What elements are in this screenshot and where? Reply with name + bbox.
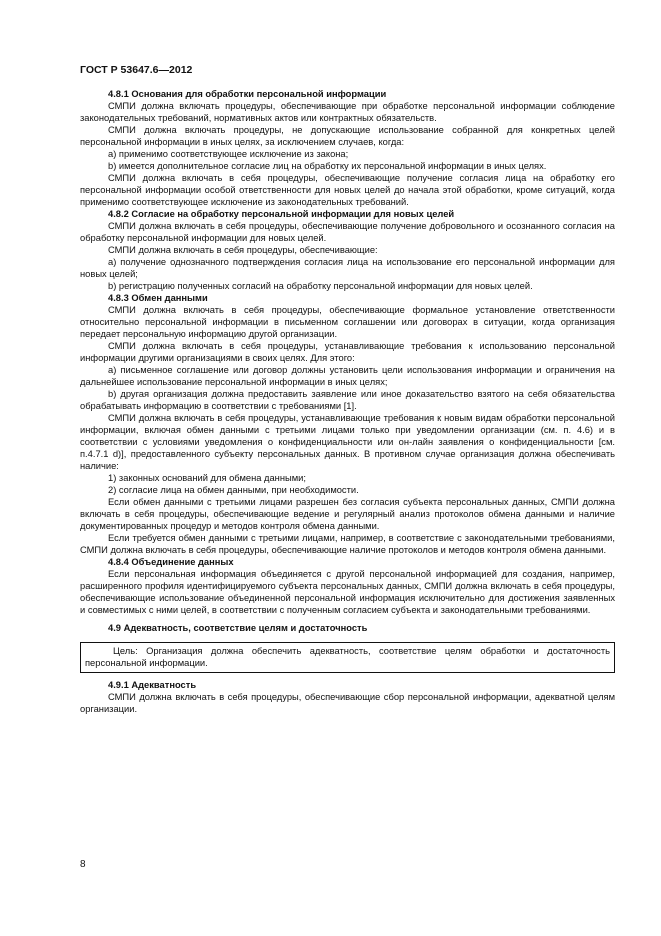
paragraph: СМПИ должна включать в себя процедуры, обеспечивающие получение добровольного и осознанного согласия на обработку персональной информации для новых целей.: [80, 221, 615, 243]
paragraph: СМПИ должна включать в себя процедуры, обеспечивающие получение согласия лица на обработку его персональной информации особой ответственности для новых целей до начала этой обработки, кроме ситуаций, когда применимо соответствующее исключение из законодательных требований.: [80, 173, 615, 207]
list-item: b) регистрацию полученных согласий на обработку персональной информации для новых целей.: [108, 281, 533, 291]
paragraph: СМПИ должна включать процедуры, не допускающие использование собранной для конкретных целей персональной информации в иных целях, за исключением случаев, когда:: [80, 125, 615, 147]
document-body: [80, 88, 615, 715]
list-item: a) письменное соглашение или договор должны установить цели использования информации и ограничения на дальнейшее использование персональной информации в иных целях;: [80, 365, 615, 387]
list-item: 1) законных оснований для обмена данными;: [108, 473, 306, 483]
section-heading-4-8-3: 4.8.3 Обмен данными: [108, 293, 208, 303]
document-page: [80, 0, 615, 936]
paragraph: СМПИ должна включать в себя процедуры, обеспечивающие формальное установление ответственности относительно персональной информации в письменном соглашении или договорах в ситуации, когда организация передает персональную информацию другой организации.: [80, 305, 615, 339]
paragraph: СМПИ должна включать в себя процедуры, обеспечивающие:: [108, 245, 378, 255]
list-item: b) другая организация должна предоставить заявление или иное доказательство взятого на себя обязательства обрабатывать информацию в соответствии с требованиями [1].: [80, 389, 615, 411]
paragraph: СМПИ должна включать в себя процедуры, обеспечивающие сбор персональной информации, адекватной целям организации.: [80, 692, 615, 714]
paragraph: СМПИ должна включать в себя процедуры, устанавливающие требования к новым видам обработки персональной информации, включая обмен данными с третьими лицами только при уведомлении организации (см. п. 4.6) и в соответствии с условиями уведомления о конфиденциальности или он-лайн заявления о конфиденциальности [см. п.4.7.1 d)], предоставленного субъекту персональных данных. В противном случае организация должна обеспечивать наличие:: [80, 413, 615, 471]
paragraph: СМПИ должна включать процедуры, обеспечивающие при обработке персональной информации соблюдение законодательных требований, нормативных актов или контрактных обязательств.: [80, 101, 615, 123]
list-item: a) применимо соответствующее исключение из закона;: [108, 149, 349, 159]
list-item: a) получение однозначного подтверждения согласия лица на использование его персональной информации для новых целей;: [80, 257, 615, 279]
paragraph: СМПИ должна включать в себя процедуры, устанавливающие требования к использованию персональной информации другими организациями в своих целях. Для этого:: [80, 341, 615, 363]
document-header: ГОСТ Р 53647.6—2012: [80, 64, 193, 76]
list-item: b) имеется дополнительное согласие лиц на обработку их персональной информации в иных целях.: [108, 161, 547, 171]
objective-box: Цель: Организация должна обеспечить адекватность, соответствие целям обработки и достаточность персональной информации.: [80, 642, 615, 673]
section-heading-4-9: 4.9 Адекватность, соответствие целям и достаточность: [108, 623, 368, 633]
section-heading-4-8-4: 4.8.4 Объединение данных: [108, 557, 234, 567]
list-item: 2) согласие лица на обмен данными, при необходимости.: [108, 485, 359, 495]
paragraph: Если персональная информация объединяется с другой персональной информацией для создания, например, расширенного профиля идентифицируемого субъекта персональных данных, СМПИ должна включать в себя процедуры, обеспечивающие использование объединенной персональной информация исключительно для достижения заявленных и совместимых с ними целей, в соответствии с полученным согласием субъекта и законодательными требованиями.: [80, 569, 615, 615]
section-heading-4-8-2: 4.8.2 Согласие на обработку персональной информации для новых целей: [108, 209, 455, 219]
section-heading-4-8-1: 4.8.1 Основания для обработки персональной информации: [108, 89, 387, 99]
section-heading-4-9-1: 4.9.1 Адекватность: [108, 680, 197, 690]
page-number: 8: [80, 859, 86, 870]
paragraph: Если обмен данными с третьими лицами разрешен без согласия субъекта персональных данных, СМПИ должна включать в себя процедуры, обеспечивающие ведение и регулярный анализ протоколов обмена данными и наличие документированных процедур и методов контроля обмена данными.: [80, 497, 615, 531]
paragraph: Если требуется обмен данными с третьими лицами, например, в соответствие с законодательными требованиями, СМПИ должна включать в себя процедуры, обеспечивающие наличие протоколов и методов контроля обмена данными.: [80, 533, 615, 555]
